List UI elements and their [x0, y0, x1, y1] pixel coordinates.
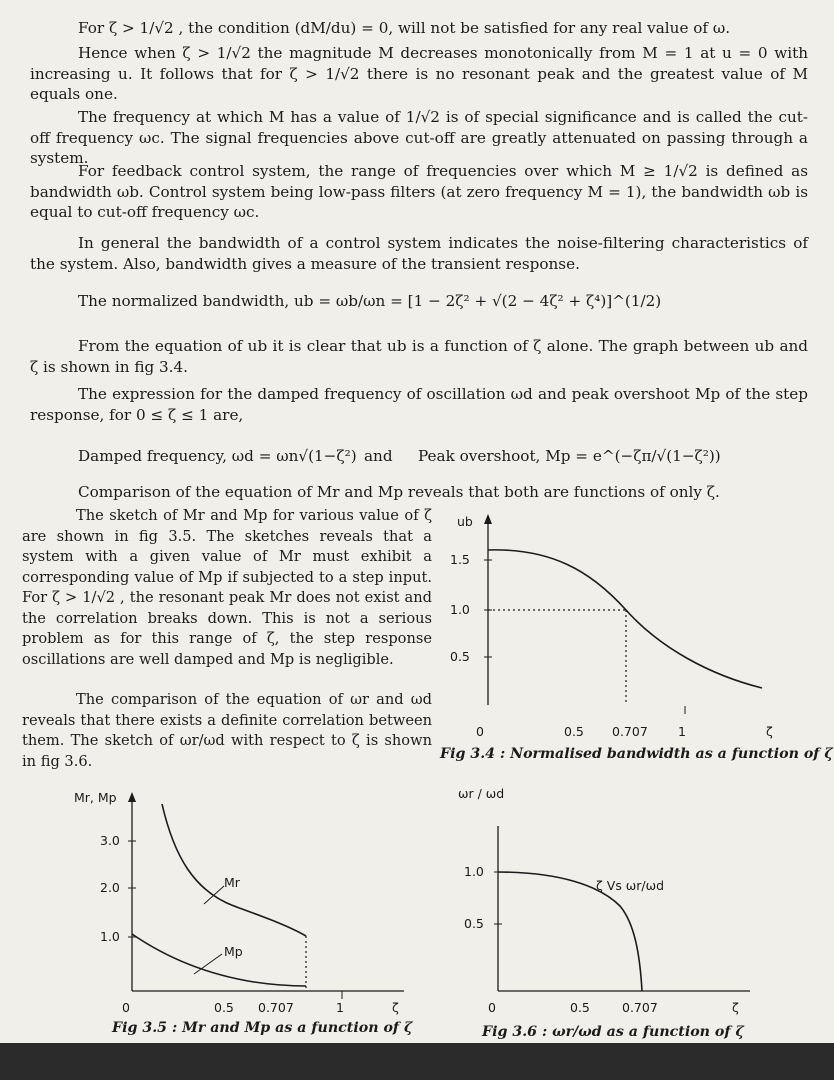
fig35-y-axis-label: Mr, Mp — [74, 790, 117, 805]
fig36-xtick-label-0-707: 0.707 — [622, 1000, 658, 1015]
paragraph-ub-function: From the equation of ub it is clear that ub is a function of ζ alone. The graph between ub and ζ is shown in fig 3.4. — [30, 337, 808, 376]
paragraph-bandwidth-general: In general the bandwidth of a control system indicates the noise-filtering characteristics of the system. Also, bandwidth gives a measure of the transient response. — [30, 234, 808, 273]
fig34-caption: Fig 3.4 : Normalised bandwidth as a function of ζ — [440, 746, 833, 762]
fig36-y-axis-label: ωr / ωd — [458, 786, 505, 801]
damped-formula-expression: ωd = ωn√(1−ζ²) — [231, 447, 357, 465]
fig35-ytick-label-3-0: 3.0 — [100, 833, 120, 848]
figure-3-5 — [74, 786, 434, 1026]
fig35-xtick-label-0-5: 0.5 — [214, 1000, 234, 1015]
fig34-y-axis-label: ub — [457, 514, 473, 529]
overshoot-formula-expression: Mp = e^(−ζπ/√(1−ζ²)) — [545, 447, 721, 465]
bandwidth-formula-expression: ωb/ωn = [1 − 2ζ² + √(2 − 4ζ² + ζ⁴)]^(1/2) — [335, 292, 662, 310]
fig34-ytick-label-1-0: 1.0 — [450, 602, 470, 617]
fig36-x-axis-label: ζ — [732, 1000, 739, 1015]
fig34-ytick-label-0-5: 0.5 — [450, 649, 470, 664]
fig35-y-arrow-icon — [128, 792, 136, 802]
fig34-bandwidth-curve — [488, 550, 762, 688]
fig34-xtick-label-0-5: 0.5 — [564, 724, 584, 739]
fig34-xtick-label-0-707: 0.707 — [612, 724, 648, 739]
fig35-mr-pointer — [204, 886, 224, 904]
bandwidth-formula-label: The normalized bandwidth, ub = — [78, 292, 332, 310]
paragraph-omega-correlation: The comparison of the equation of ωr and ωd reveals that there exists a definite correlation between them. The sketch of ωr/ωd with respect to ζ is shown in fig 3.6. — [22, 691, 432, 770]
paragraph-damped-expression: The expression for the damped frequency of oscillation ωd and peak overshoot Mp of the step response, for 0 ≤ ζ ≤ 1 are, — [30, 385, 808, 424]
fig35-ytick-label-1-0: 1.0 — [100, 929, 120, 944]
paragraph-cutoff-frequency: The frequency at which M has a value of 1/√2 is of special significance and is called the cut-off frequency ωc. The signal frequencies above cut-off are greatly attenuated on passing through a system. — [30, 108, 808, 167]
figure-3-4 — [440, 510, 800, 750]
fig36-ytick-label-1-0: 1.0 — [464, 864, 484, 879]
fig35-mp-curve — [132, 934, 306, 986]
fig35-xtick-label-1: 1 — [336, 1000, 344, 1015]
and-connector: and — [364, 447, 393, 465]
damped-frequency-formula — [78, 445, 357, 467]
paragraph-monotonic-decrease: Hence when ζ > 1/√2 the magnitude M decreases monotonically from M = 1 at u = 0 with increasing u. It follows that for ζ > 1/√2 there is no resonant peak and the greatest value of M equals one. — [30, 44, 808, 103]
fig34-xtick-label-1: 1 — [678, 724, 686, 739]
overshoot-formula-label: Peak overshoot, — [418, 447, 541, 465]
fig34-y-arrow-icon — [484, 514, 492, 524]
fig35-ytick-label-2-0: 2.0 — [100, 880, 120, 895]
fig35-xtick-label-0: 0 — [122, 1000, 130, 1015]
fig35-xtick-label-0-707: 0.707 — [258, 1000, 294, 1015]
normalized-bandwidth-formula — [78, 290, 661, 312]
paragraph-comparison-mr-mp: Comparison of the equation of Mr and Mp reveals that both are functions of only ζ. — [78, 483, 720, 501]
fig34-x-axis-label: ζ — [766, 724, 773, 739]
fig36-ytick-label-0-5: 0.5 — [464, 916, 484, 931]
fig36-curve-label: ζ Vs ωr/ωd — [596, 878, 665, 893]
fig35-mp-label: Mp — [224, 944, 243, 959]
paragraph-sketch-mr-mp: The sketch of Mr and Mp for various value of ζ are shown in fig 3.5. The sketches reveals that a system with a given value of Mr must exhibit a corresponding value of Mp if subjected to a step input. For ζ > 1/√2 , the resonant peak Mr does not exist and the correlation breaks down. This is not a serious problem as for this range of ζ, the step response oscillations are well damped and Mp is negligible. — [22, 507, 432, 668]
fig35-mr-label: Mr — [224, 875, 240, 890]
peak-overshoot-formula — [418, 445, 721, 467]
fig35-caption: Fig 3.5 : Mr and Mp as a function of ζ — [112, 1020, 413, 1036]
fig36-caption: Fig 3.6 : ωr/ωd as a function of ζ — [482, 1024, 744, 1040]
fig34-ytick-label-1-5: 1.5 — [450, 552, 470, 567]
paragraph-zeta-condition: For ζ > 1/√2 , the condition (dM/du) = 0, will not be satisfied for any real value of ω. — [78, 19, 731, 37]
figure-3-6 — [450, 786, 770, 1026]
fig36-xtick-label-0: 0 — [488, 1000, 496, 1015]
damped-formula-label: Damped frequency, — [78, 447, 227, 465]
fig35-mr-curve — [162, 804, 306, 936]
fig36-xtick-label-0-5: 0.5 — [570, 1000, 590, 1015]
fig35-x-axis-label: ζ — [392, 1000, 399, 1015]
fig34-xtick-label-0: 0 — [476, 724, 484, 739]
bottom-bar — [0, 1043, 834, 1080]
paragraph-bandwidth-definition: For feedback control system, the range of frequencies over which M ≥ 1/√2 is defined as bandwidth ωb. Control system being low-pass filters (at zero frequency M = 1), the bandwidth ωb is equal to cut-off frequency ωc. — [30, 162, 808, 221]
